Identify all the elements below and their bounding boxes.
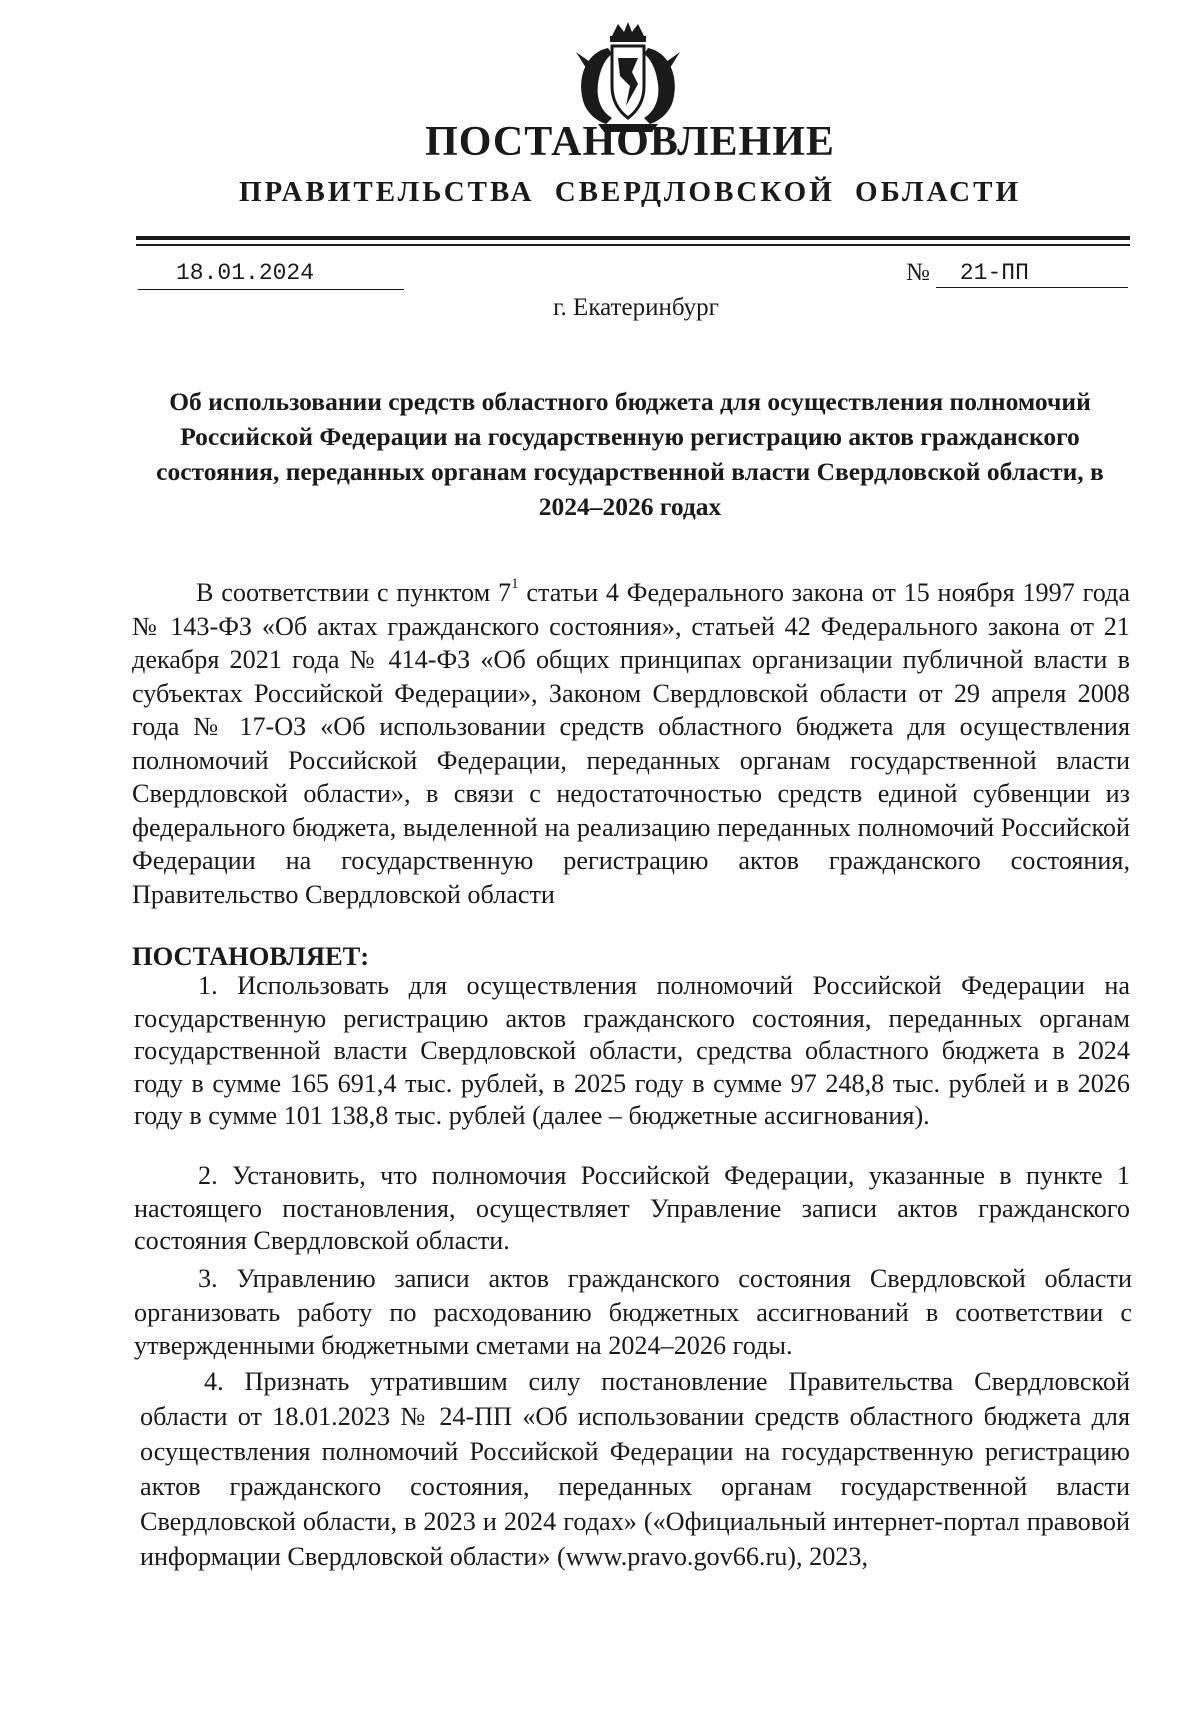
resolves-heading: ПОСТАНОВЛЯЕТ: [132, 941, 370, 971]
document-title: ПОСТАНОВЛЕНИЕ [425, 119, 835, 165]
item-3-paragraph: 3. Управлению записи актов гражданского состояния Свердловской области организовать работу по расходованию бюджетных ассигнований в соответствии с утвержденными бюджетными сметами на 2024–2026 годы. [134, 1264, 1132, 1360]
header-rule-thin [136, 244, 1130, 246]
document-number-field [906, 258, 1128, 290]
header-rule-thick [136, 236, 1130, 240]
item-1-paragraph: 1. Использовать для осуществления полномочий Российской Федерации на государственную регистрацию актов гражданского состояния, переданных органам государственной власти Свердловской области, средства областного бюджета в 2024 году в сумме 165 691,4 тыс. рублей, в 2025 году в сумме 97 248,8 тыс. рублей и в 2026 году в сумме 101 138,8 тыс. рублей (далее – бюджетные ассигнования). [134, 971, 1130, 1130]
item-2-paragraph: 2. Установить, что полномочия Российской Федерации, указанные в пункте 1 настоящего постановления, осуществляет Управление записи актов гражданского состояния Свердловской области. [134, 1161, 1130, 1255]
number-sign: № [906, 259, 930, 286]
document-subject: Об использовании средств областного бюджета для осуществления полномочий Российской Федерации на государственную регистрацию актов гражданского состояния, переданных органам государственной власти Свердловской области, в 2024–2026 годах [156, 387, 1104, 521]
issuing-authority: ПРАВИТЕЛЬСТВА СВЕРДЛОВСКОЙ ОБЛАСТИ [238, 176, 1022, 208]
document-city: г. Екатеринбург [553, 294, 719, 321]
preamble-paragraph [132, 576, 1130, 911]
preamble-text-start: В соответствии с пунктом 7 [196, 578, 512, 607]
document-number: 21-ПП [936, 258, 1128, 288]
preamble-text-rest: статьи 4 Федерального закона от 15 ноября 1997 года № 143-ФЗ «Об актах гражданского состояния», статьей 42 Федерального закона от 21 декабря 2021 года № 414-ФЗ «Об общих принципах организации публичной власти в субъектах Российской Федерации», Законом Свердловской области от 29 апреля 2008 года № 17-ОЗ «Об использовании средств областного бюджета для осуществления полномочий Российской Федерации, переданных органам государственной власти Свердловской области», в связи с недостаточностью средств единой субвенции из федерального бюджета, выделенной на реализацию переданных полномочий Российской Федерации на государственную регистрацию актов гражданского состояния, Правительство Свердловской области [132, 578, 1130, 909]
item-4-paragraph: 4. Признать утратившим силу постановление Правительства Свердловской области от 18.01.2023 № 24-ПП «Об использовании средств областного бюджета для осуществления полномочий Российской Федерации на государственную регистрацию актов гражданского состояния, переданных органам государственной власти Свердловской области, в 2023 и 2024 годах» («Официальный интернет-портал правовой информации Свердловской области» (www.pravo.gov66.ru), 2023, [140, 1367, 1130, 1571]
document-date: 18.01.2024 [138, 258, 404, 290]
superscript-1: 1 [511, 576, 519, 593]
